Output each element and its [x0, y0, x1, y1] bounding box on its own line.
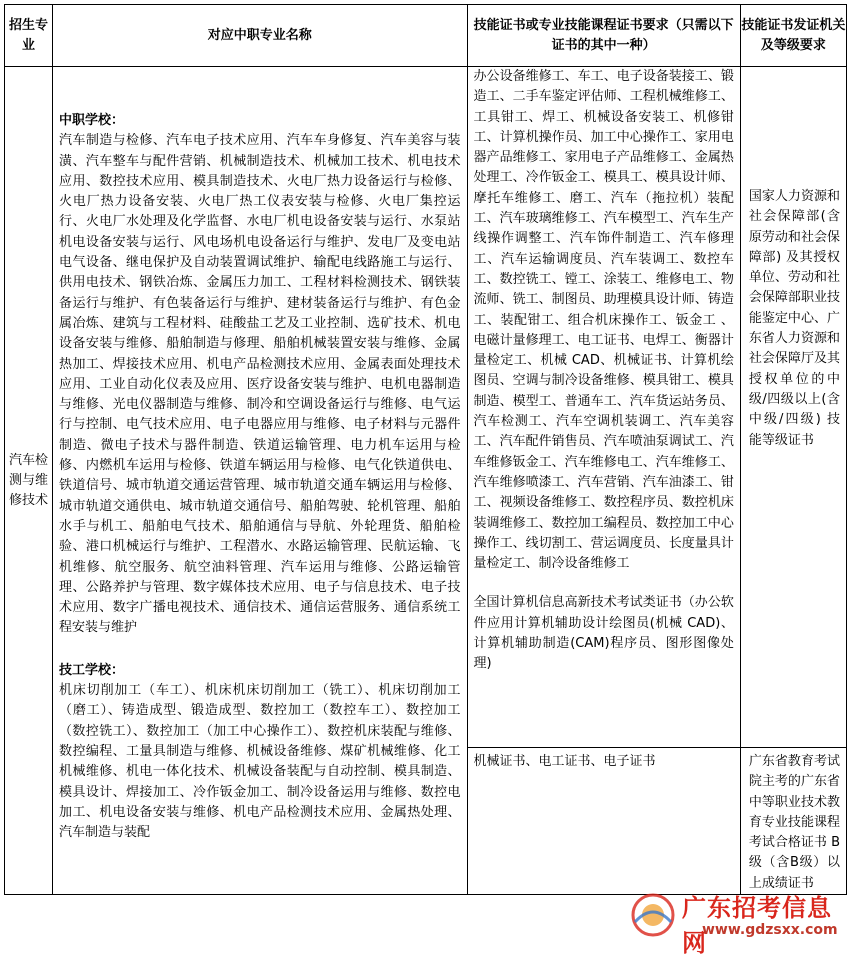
site-watermark: [630, 888, 845, 957]
table-header-row: [5, 5, 847, 67]
certificate-list-cell: [467, 67, 740, 748]
vocational-school-majors: 汽车制造与检修、汽车电子技术应用、汽车车身修复、汽车美容与装潢、汽车整车与配件营销、机械制造技术、机械加工技术、机电技术应用、数控技术应用、模具制造技术、火电厂热力设备运行与检修、火电厂热力设备安装、火电厂热工仪表安装与检修、火电厂集控运行、火电厂水处理及化学监督、水电厂机电设备安装与运行、水泵站机电设备安装与运行、风电场机电设备运行与维护、发电厂及变电站电气设备、继电保护及自动装置调试维护、输配电线路施工与运行、供用电技术、钢铁冶炼、金属压力加工、工程材料检测技术、钢铁装备运行与维护、有色装备运行与维护、建材装备运行与维护、有色金属冶炼、建筑与工程材料、硅酸盐工艺及工业控制、选矿技术、机电设备安装与维修、船舶制造与修理、船舶机械装置安装与维修、金属热加工、焊接技术应用、机电产品检测技术应用、金属表面处理技术应用、工业自动化仪表及应用、医疗设备安装与维护、电机电器制造与维修、光电仪器制造与维修、制冷和空调设备运行与维修、电气运行与控制、电气技术应用、电子电器应用与维修、电子材料与元器件制造、微电子技术与器件制造、铁道运输管理、电力机车运用与检修、内燃机车运用与检修、铁道车辆运用与检修、电气化铁道供电、铁道信号、城市轨道交通运营管理、城市轨道交通车辆运用与检修、城市轨道交通供电、城市轨道交通信号、船舶驾驶、轮机管理、船舶水手与机工、船舶电气技术、船舶通信与导航、外轮理货、船舶检验、港口机械运行与维护、工程潜水、水路运输管理、民航运输、飞机维修、航空服务、航空油料管理、汽车运用与维修、公路运输管理、公路养护与管理、数字媒体技术应用、电子与信息技术、电子技术应用、数字广播电视技术、通信技术、通信运营服务、通信系统工程安装与维护: [59, 133, 461, 636]
admission-requirements-table: [4, 4, 847, 895]
table-row: [5, 67, 847, 748]
technical-school-heading: 技工学校：: [59, 662, 125, 678]
header-vocational-major-name: 对应中职专业名称: [53, 5, 467, 67]
skill-certificate-list: 办公设备维修工、车工、电子设备装接工、锻造工、二手车鉴定评估师、工程机械维修工、工具钳工、焊工、机械设备安装工、机修钳工、计算机操作员、加工中心操作工、家用电器产品维修工、家用电子产品维修工、金属热处理工、冷作钣金工、模具工、模具设计师、摩托车维修工、磨工、汽车（拖拉机）装配工、汽车玻璃维修工、汽车模型工、汽车生产线操作调整工、汽车饰件制造工、汽车修理工、汽车运输调度员、汽车装调工、数控车工、数控铣工、镗工、涂装工、维修电工、物流师、铣工、制图员、助理模具设计师、铸造工、装配钳工、组合机床操作工、钣金工 、电磁计量修理工、电工证书、电焊工、衡器计量检定工、机械 CAD、机械证书、计算机绘图员、空调与制冷设备维修、模具钳工、模具制造、模型工、普通车工、汽车货运站务员、汽车检测工、汽车空调机装调工、汽车美容工、汽车配件销售员、汽车喷油泵调试工、汽车维修钣金工、汽车维修电工、汽车维修工、汽车维修喷漆工、汽车营销、汽车油漆工、钳工、视频设备维修工、数控程序员、数控机床装调维修工、数控加工编程员、数控加工中心操作工、线切割工、营运调度员、长度量具计量检定工、制冷设备维修工: [473, 69, 734, 572]
computer-certificate-list: 全国计算机信息高新技术考试类证书（办公软件应用计算机辅助设计绘图员(机械 CAD)、计算机辅助制造(CAM)程序员、图形图像处理): [473, 595, 734, 672]
technical-school-majors: 机床切削加工（车工）、机床机床切削加工（铣工）、机床切削加工（磨工）、铸造成型、锻造成型、数控加工（数控车工）、数控加工（数控铣工）、数控加工（加工中心操作工）、数控机床装配与维修、数控编程、工量具制造与维修、机械设备维修、煤矿机械维修、化工机械维修、机电一体化技术、机械设备装配与自动控制、模具制造、模具设计、焊接加工、冷作钣金加工、制冷设备运用与维修、数控电加工、机电设备安装与维修、机电产品检测技术应用、金属热处理、汽车制造与装配: [59, 683, 461, 841]
header-major: 招生专业: [5, 5, 53, 67]
watermark-logo-icon: [630, 892, 676, 938]
header-certificate-requirement: 技能证书或专业技能课程证书要求（只需以下证书的其中一种）: [467, 5, 740, 67]
vocational-school-heading: 中职学校：: [59, 113, 125, 128]
watermark-url: www.gdzsxx.com: [702, 922, 838, 938]
major-cell: 汽车检测与维修技术: [5, 67, 53, 895]
watermark-title: 广东招考信息网: [682, 893, 832, 957]
authority-cell-education: 广东省教育考试院主考的广东省中等职业技术教育专业技能课程考试合格证书 B级（含B级）以上成绩证书: [740, 748, 846, 895]
header-issuing-authority: 技能证书发证机关及等级要求: [740, 5, 846, 67]
authority-cell: 国家人力资源和社会保障部(含原劳动和社会保障部) 及其授权单位、劳动和社会保障部职业技能鉴定中心、广东省人力资源和社会保障厅及其授权单位的中级/四级以上(含中级/四级) 技能等级证书: [740, 67, 846, 748]
vocational-majors-cell: [53, 67, 467, 895]
course-certificate-list: 机械证书、电工证书、电子证书: [467, 748, 740, 895]
